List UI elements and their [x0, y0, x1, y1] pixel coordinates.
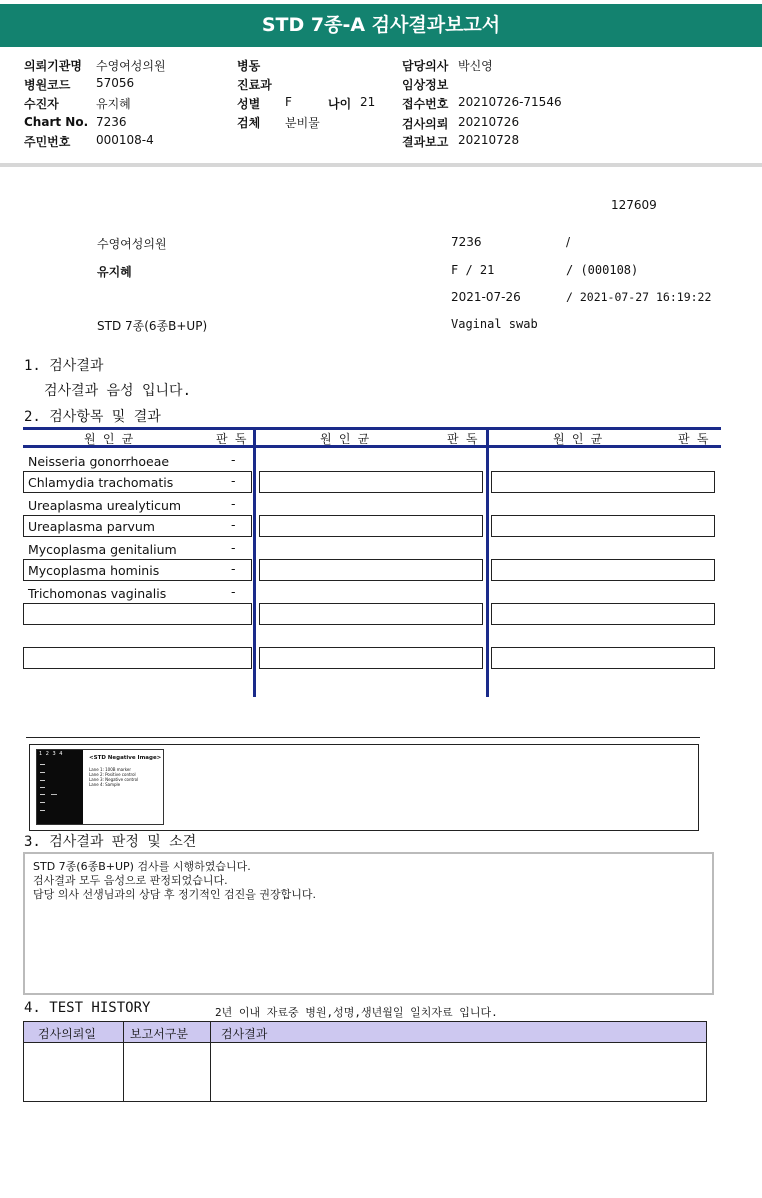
row-box	[259, 647, 483, 669]
label-receipt-no: 접수번호	[402, 97, 449, 111]
value-specimen: 분비물	[285, 116, 320, 130]
summary-chart: 7236	[451, 235, 482, 249]
value-institution: 수영여성의원	[96, 59, 166, 73]
section1-text: 검사결과 음성 입니다.	[44, 383, 192, 399]
row-box	[23, 603, 252, 625]
col-header-result-2: 판 독	[447, 432, 478, 446]
history-header-result: 검사결과	[221, 1027, 268, 1041]
opinion-line: 담당 의사 선생님과의 상담 후 정기적인 검진을 권장합니다.	[33, 888, 316, 901]
col-header-result-1: 판 독	[216, 432, 247, 446]
row-box	[491, 647, 715, 669]
organism-name: Ureaplasma urealyticum	[28, 498, 182, 513]
summary-slash: /	[566, 235, 571, 249]
organism-result: -	[231, 561, 236, 576]
summary-test-name: STD 7종(6종B+UP)	[97, 319, 208, 333]
organism-name: Mycoplasma genitalium	[28, 542, 177, 557]
row-box	[259, 515, 483, 537]
section3-title: 3. 검사결과 판정 및 소견	[24, 834, 197, 850]
history-header-request-date: 검사의뢰일	[38, 1027, 96, 1041]
summary-sex-age: F / 21	[451, 263, 495, 277]
label-age: 나이	[328, 97, 352, 111]
organism-name: Neisseria gonorrhoeae	[28, 454, 170, 469]
gel-legend-item: Lane 1: 100B marker	[89, 767, 132, 772]
value-resident-no: 000108-4	[96, 133, 154, 147]
value-doctor: 박신영	[458, 59, 493, 73]
label-department: 진료과	[237, 78, 272, 92]
summary-id: / (000108)	[566, 263, 639, 277]
history-header-rule	[23, 1042, 707, 1043]
label-doctor: 담당의사	[402, 59, 449, 73]
row-box	[491, 603, 715, 625]
row-box	[491, 515, 715, 537]
summary-specimen: Vaginal swab	[451, 317, 538, 331]
value-patient: 유지혜	[96, 97, 131, 111]
value-request-date: 20210726	[458, 115, 520, 129]
opinion-line: 검사결과 모두 음성으로 판정되었습니다.	[33, 874, 228, 887]
label-sex: 성별	[237, 97, 261, 111]
gel-top-rule	[26, 737, 700, 738]
gel-lane-numbers: 1 2 3 4	[39, 751, 64, 757]
organism-result: -	[231, 473, 236, 488]
gel-legend-item: Lane 4: Sample	[89, 782, 121, 787]
label-chart-no: Chart No.	[24, 115, 89, 129]
section4-note: 2년 이내 자료중 병원,성명,생년월일 일치자료 입니다.	[215, 1006, 498, 1019]
gel-legend-item: Lane 3: Negative control	[89, 777, 139, 782]
col-header-organism-2: 원 인 균	[320, 432, 370, 446]
col-header-organism-3: 원 인 균	[553, 432, 603, 446]
section1-title: 1. 검사결과	[24, 358, 104, 374]
summary-date2: / 2021-07-27 16:19:22	[566, 290, 712, 304]
label-request-date: 검사의뢰	[402, 117, 449, 131]
value-receipt-no: 20210726-71546	[458, 95, 562, 109]
label-report-date: 결과보고	[402, 135, 449, 149]
label-specimen: 검체	[237, 116, 261, 130]
value-hospital-code: 57056	[96, 76, 135, 90]
summary-clinic: 수영여성의원	[97, 237, 167, 251]
col-header-organism-1: 원 인 균	[84, 432, 134, 446]
value-sex: F	[285, 95, 292, 109]
label-patient: 수진자	[24, 97, 59, 111]
row-box	[259, 603, 483, 625]
table-divider-1	[253, 427, 256, 697]
value-report-date: 20210728	[458, 133, 520, 147]
organism-name: Mycoplasma hominis	[28, 563, 160, 578]
row-box	[23, 647, 252, 669]
gel-title: <STD Negative Image>	[89, 755, 162, 761]
row-box	[491, 559, 715, 581]
value-chart-no: 7236	[96, 115, 127, 129]
opinion-text	[33, 860, 316, 902]
organism-result: -	[231, 517, 236, 532]
summary-code: 127609	[611, 198, 657, 212]
col-header-result-3: 판 독	[678, 432, 709, 446]
section2-title: 2. 검사항목 및 결과	[24, 409, 161, 425]
value-age: 21	[360, 95, 376, 109]
section4-title: 4. TEST HISTORY	[24, 1000, 151, 1016]
organism-name: Ureaplasma parvum	[28, 519, 155, 534]
organism-result: -	[231, 540, 236, 555]
gel-legend-item: Lane 2: Positive control	[89, 772, 136, 777]
gel-picture	[37, 750, 83, 824]
label-clinical-info: 임상정보	[402, 78, 449, 92]
header-divider	[0, 163, 762, 167]
summary-patient: 유지혜	[97, 265, 132, 279]
row-box	[259, 559, 483, 581]
history-col-divider	[210, 1021, 211, 1102]
row-box	[259, 471, 483, 493]
organism-result: -	[231, 452, 236, 467]
organism-result: -	[231, 496, 236, 511]
history-col-divider	[123, 1021, 124, 1102]
organism-result: -	[231, 584, 236, 599]
label-ward: 병동	[237, 59, 261, 73]
label-resident-no: 주민번호	[24, 135, 71, 149]
summary-date1: 2021-07-26	[451, 290, 521, 304]
label-hospital-code: 병원코드	[24, 78, 71, 92]
row-box	[491, 471, 715, 493]
label-institution: 의뢰기관명	[24, 59, 82, 73]
opinion-line: STD 7종(6종B+UP) 검사를 시행하였습니다.	[33, 860, 251, 873]
history-header-report-type: 보고서구분	[130, 1027, 188, 1041]
report-title: STD 7종-A 검사결과보고서	[0, 4, 762, 47]
gel-thumbnail	[36, 749, 164, 825]
gel-legend	[89, 767, 138, 787]
history-frame	[23, 1021, 707, 1102]
organism-name: Chlamydia trachomatis	[28, 475, 174, 490]
table-divider-2	[486, 427, 489, 697]
organism-name: Trichomonas vaginalis	[28, 586, 167, 601]
